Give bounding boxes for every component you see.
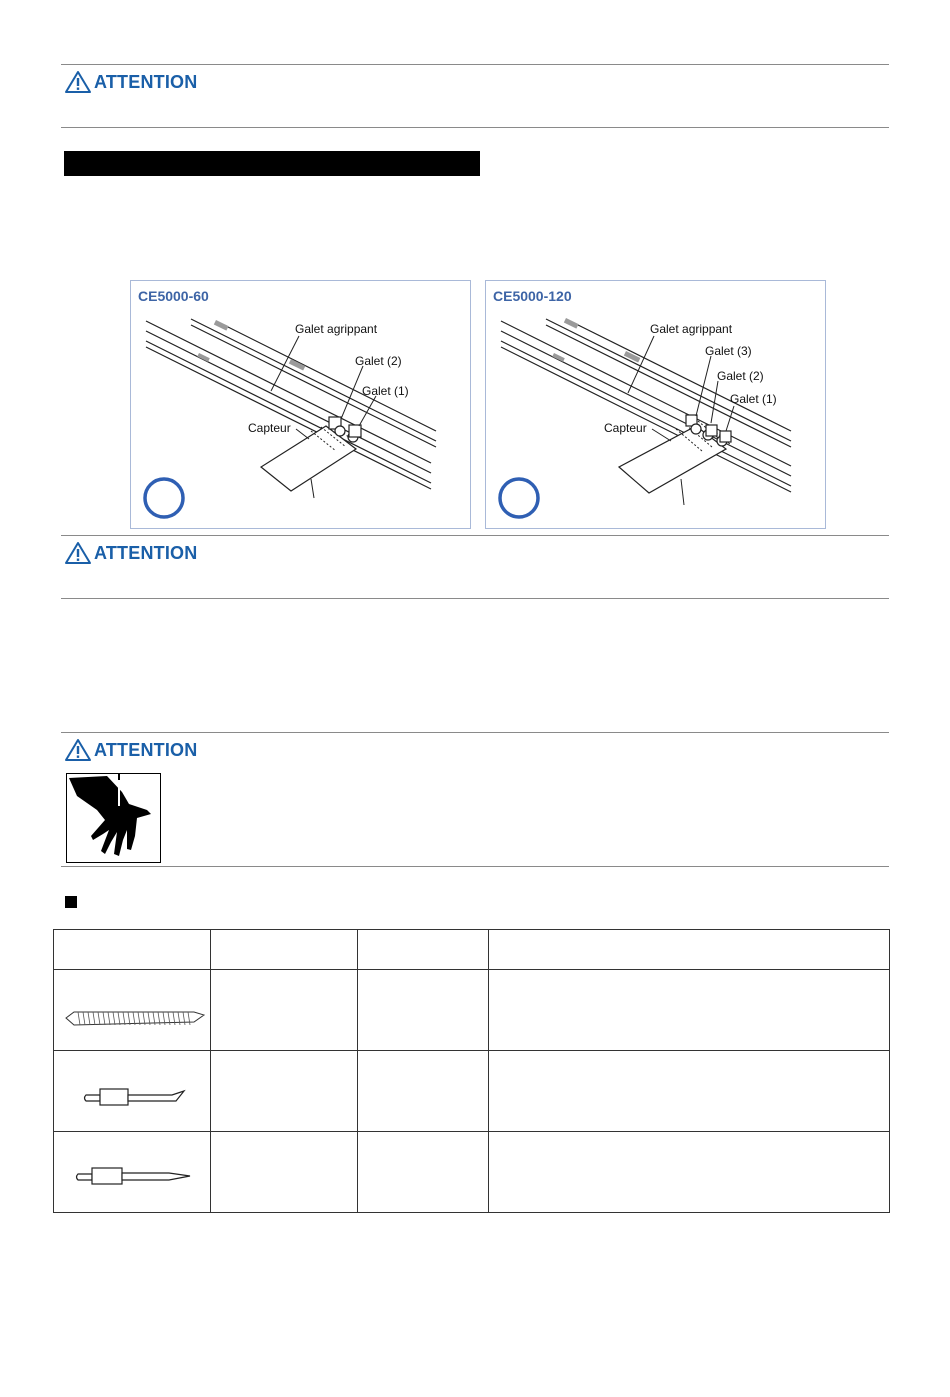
- attention-label: ATTENTION: [94, 71, 198, 92]
- figure-ce5000-60: [130, 280, 471, 529]
- figure-ce5000-120: [485, 280, 826, 529]
- redacted-heading-bar: [64, 151, 480, 176]
- divider-bottom-3: [61, 866, 889, 867]
- label-roller-3: Galet (3): [705, 344, 752, 358]
- figure-title: CE5000-60: [138, 288, 209, 304]
- table-header-cell: [489, 930, 890, 970]
- table-cell: [211, 970, 358, 1051]
- blade-icon-2: [54, 1051, 210, 1126]
- label-pinch-roller: Galet agrippant: [650, 322, 733, 336]
- table-cell: [358, 1051, 489, 1132]
- blade-icon-3: [54, 1132, 210, 1207]
- warning-triangle-icon: [64, 738, 92, 762]
- warning-triangle-icon: [64, 70, 92, 94]
- label-roller-2: Galet (2): [717, 369, 764, 383]
- table-cell: [489, 1132, 890, 1213]
- blade-table: [53, 929, 890, 1213]
- blade-icon-1: [54, 970, 210, 1045]
- label-sensor: Capteur: [248, 421, 291, 435]
- table-cell: [358, 1132, 489, 1213]
- attention-heading-1: [64, 69, 197, 95]
- divider-top-3: [61, 732, 889, 733]
- attention-heading-2: [64, 540, 197, 566]
- table-cell: [211, 1051, 358, 1132]
- table-header-cell: [358, 930, 489, 970]
- warning-triangle-icon: [64, 541, 92, 565]
- table-cell: [489, 970, 890, 1051]
- attention-label: ATTENTION: [94, 542, 198, 563]
- table-row: [54, 1051, 890, 1132]
- table-cell: [211, 1132, 358, 1213]
- table-cell-image: [54, 1132, 211, 1213]
- table-cell-image: [54, 1051, 211, 1132]
- table-row: [54, 1132, 890, 1213]
- divider-bottom-2: [61, 598, 889, 599]
- table-cell: [358, 970, 489, 1051]
- ok-circle-icon: [145, 479, 183, 517]
- table-header-cell: [54, 930, 211, 970]
- table-header-row: [54, 930, 890, 970]
- square-bullet-icon: [65, 896, 77, 908]
- hand-cut-hazard-icon: [66, 773, 161, 863]
- label-sensor: Capteur: [604, 421, 647, 435]
- label-roller-2: Galet (2): [355, 354, 402, 368]
- label-pinch-roller: Galet agrippant: [295, 322, 378, 336]
- label-roller-1: Galet (1): [362, 384, 409, 398]
- attention-label: ATTENTION: [94, 739, 198, 760]
- label-roller-1: Galet (1): [730, 392, 777, 406]
- table-header-cell: [211, 930, 358, 970]
- divider-bottom-1: [61, 127, 889, 128]
- table-cell-image: [54, 970, 211, 1051]
- plotter-rail-illustration: [131, 281, 470, 528]
- table-row: [54, 970, 890, 1051]
- table-cell: [489, 1051, 890, 1132]
- divider-top-2: [61, 535, 889, 536]
- divider-top-1: [61, 64, 889, 65]
- figure-title: CE5000-120: [493, 288, 572, 304]
- attention-heading-3: [64, 737, 197, 763]
- ok-circle-icon: [500, 479, 538, 517]
